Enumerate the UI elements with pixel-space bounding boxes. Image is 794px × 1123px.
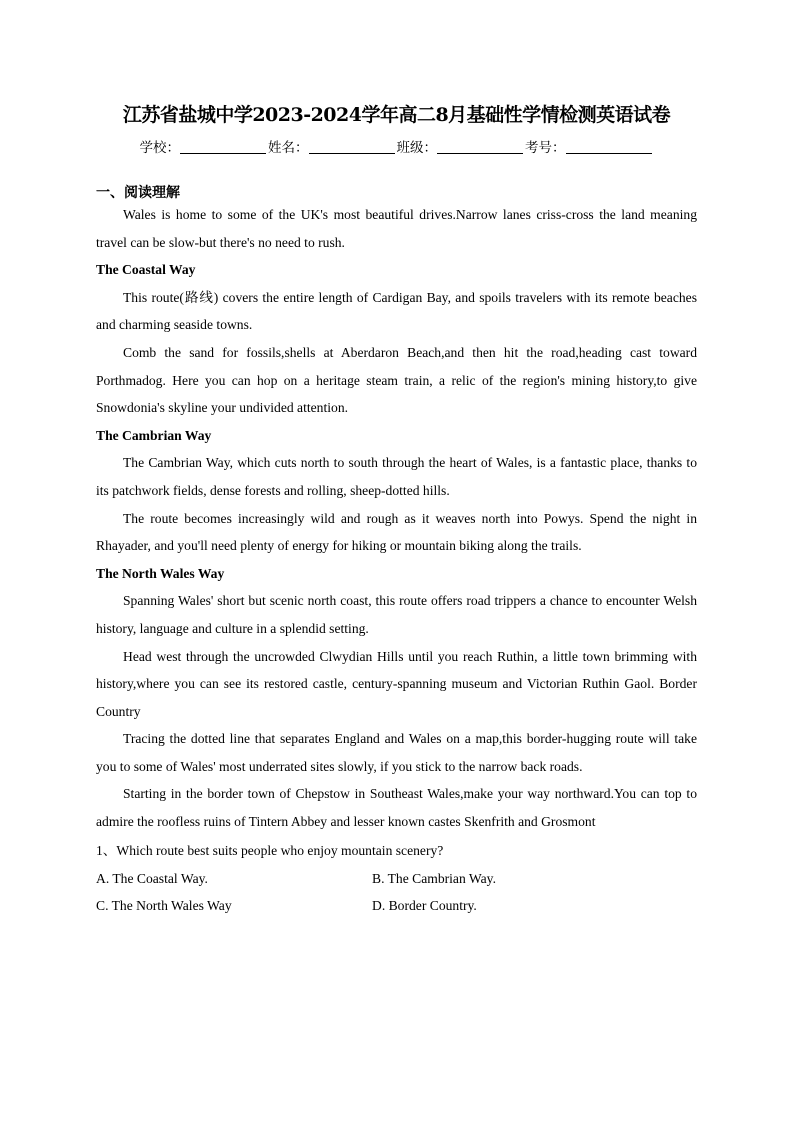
passage-intro: Wales is home to some of the UK's most beautiful drives.Narrow lanes criss-cross the land meaning travel can be slow-but there's no need to rush. [96,207,697,250]
heading-north-wales: The North Wales Way [96,565,225,581]
heading-coastal: The Coastal Way [96,262,196,278]
reading-passage [96,201,697,920]
id-blank[interactable] [566,139,652,154]
option-c[interactable]: C. The North Wales Way [96,898,232,914]
question-1: 1、Which route best suits people who enjoy mountain scenery? [96,842,444,858]
north-paragraph-3: Tracing the dotted line that separates England and Wales on a map,this border-hugging route will take you to some of Wales' most underrated sites slowly, if you stick to the narrow back roads. [96,731,697,774]
school-label: 学校： [139,140,180,156]
option-d[interactable]: D. Border Country. [372,898,477,914]
name-blank[interactable] [309,139,395,154]
question-1-options [96,865,697,920]
class-label: 班级： [396,140,437,156]
cambrian-paragraph-1: The Cambrian Way, which cuts north to south through the heart of Wales, is a fantastic place, thanks to its patchwork fields, dense forests and rolling, sheep-dotted hills. [96,455,697,498]
coastal-paragraph-1: This route(路线) covers the entire length of Cardigan Bay, and spoils travelers with its remote beaches and charming seaside towns. [96,289,697,333]
id-label: 考号： [525,140,566,156]
exam-title: 江苏省盐城中学2023-2024学年高二8月基础性学情检测英语试卷 [122,104,671,126]
class-blank[interactable] [437,139,523,154]
section-title: 一、阅读理解 [96,185,180,201]
coastal-paragraph-2: Comb the sand for fossils,shells at Aberdaron Beach,and then hit the road,heading cast toward Porthmadog. Here you can hop on a heritage steam train, a relic of the region's mining history,to give Snowdonia's skyline your undivided attention. [96,344,697,416]
north-paragraph-4: Starting in the border town of Chepstow in Southeast Wales,make your way northward.You can top to admire the roofless ruins of Tintern Abbey and lesser known castes Skenfrith and Grosmont [96,786,697,830]
option-a[interactable]: A. The Coastal Way. [96,870,208,886]
north-paragraph-2: Head west through the uncrowded Clwydian Hills until you reach Ruthin, a little town brimming with history,where you can see its restored castle, century-spanning museum and Victorian Ruthin Gaol. Border Country [96,648,697,719]
heading-cambrian: The Cambrian Way [96,427,212,443]
option-b[interactable]: B. The Cambrian Way. [372,870,496,886]
north-paragraph-1: Spanning Wales' short but scenic north coast, this route offers road trippers a chance to encounter Welsh history, language and culture in a splendid setting. [96,593,697,636]
school-blank[interactable] [180,139,266,154]
cambrian-paragraph-2: The route becomes increasingly wild and rough as it weaves north into Powys. Spend the night in Rhayader, and you'll need plenty of energy for hiking or mountain biking along the trails. [96,510,697,554]
name-label: 姓名： [268,140,309,156]
student-info-line [96,136,697,156]
